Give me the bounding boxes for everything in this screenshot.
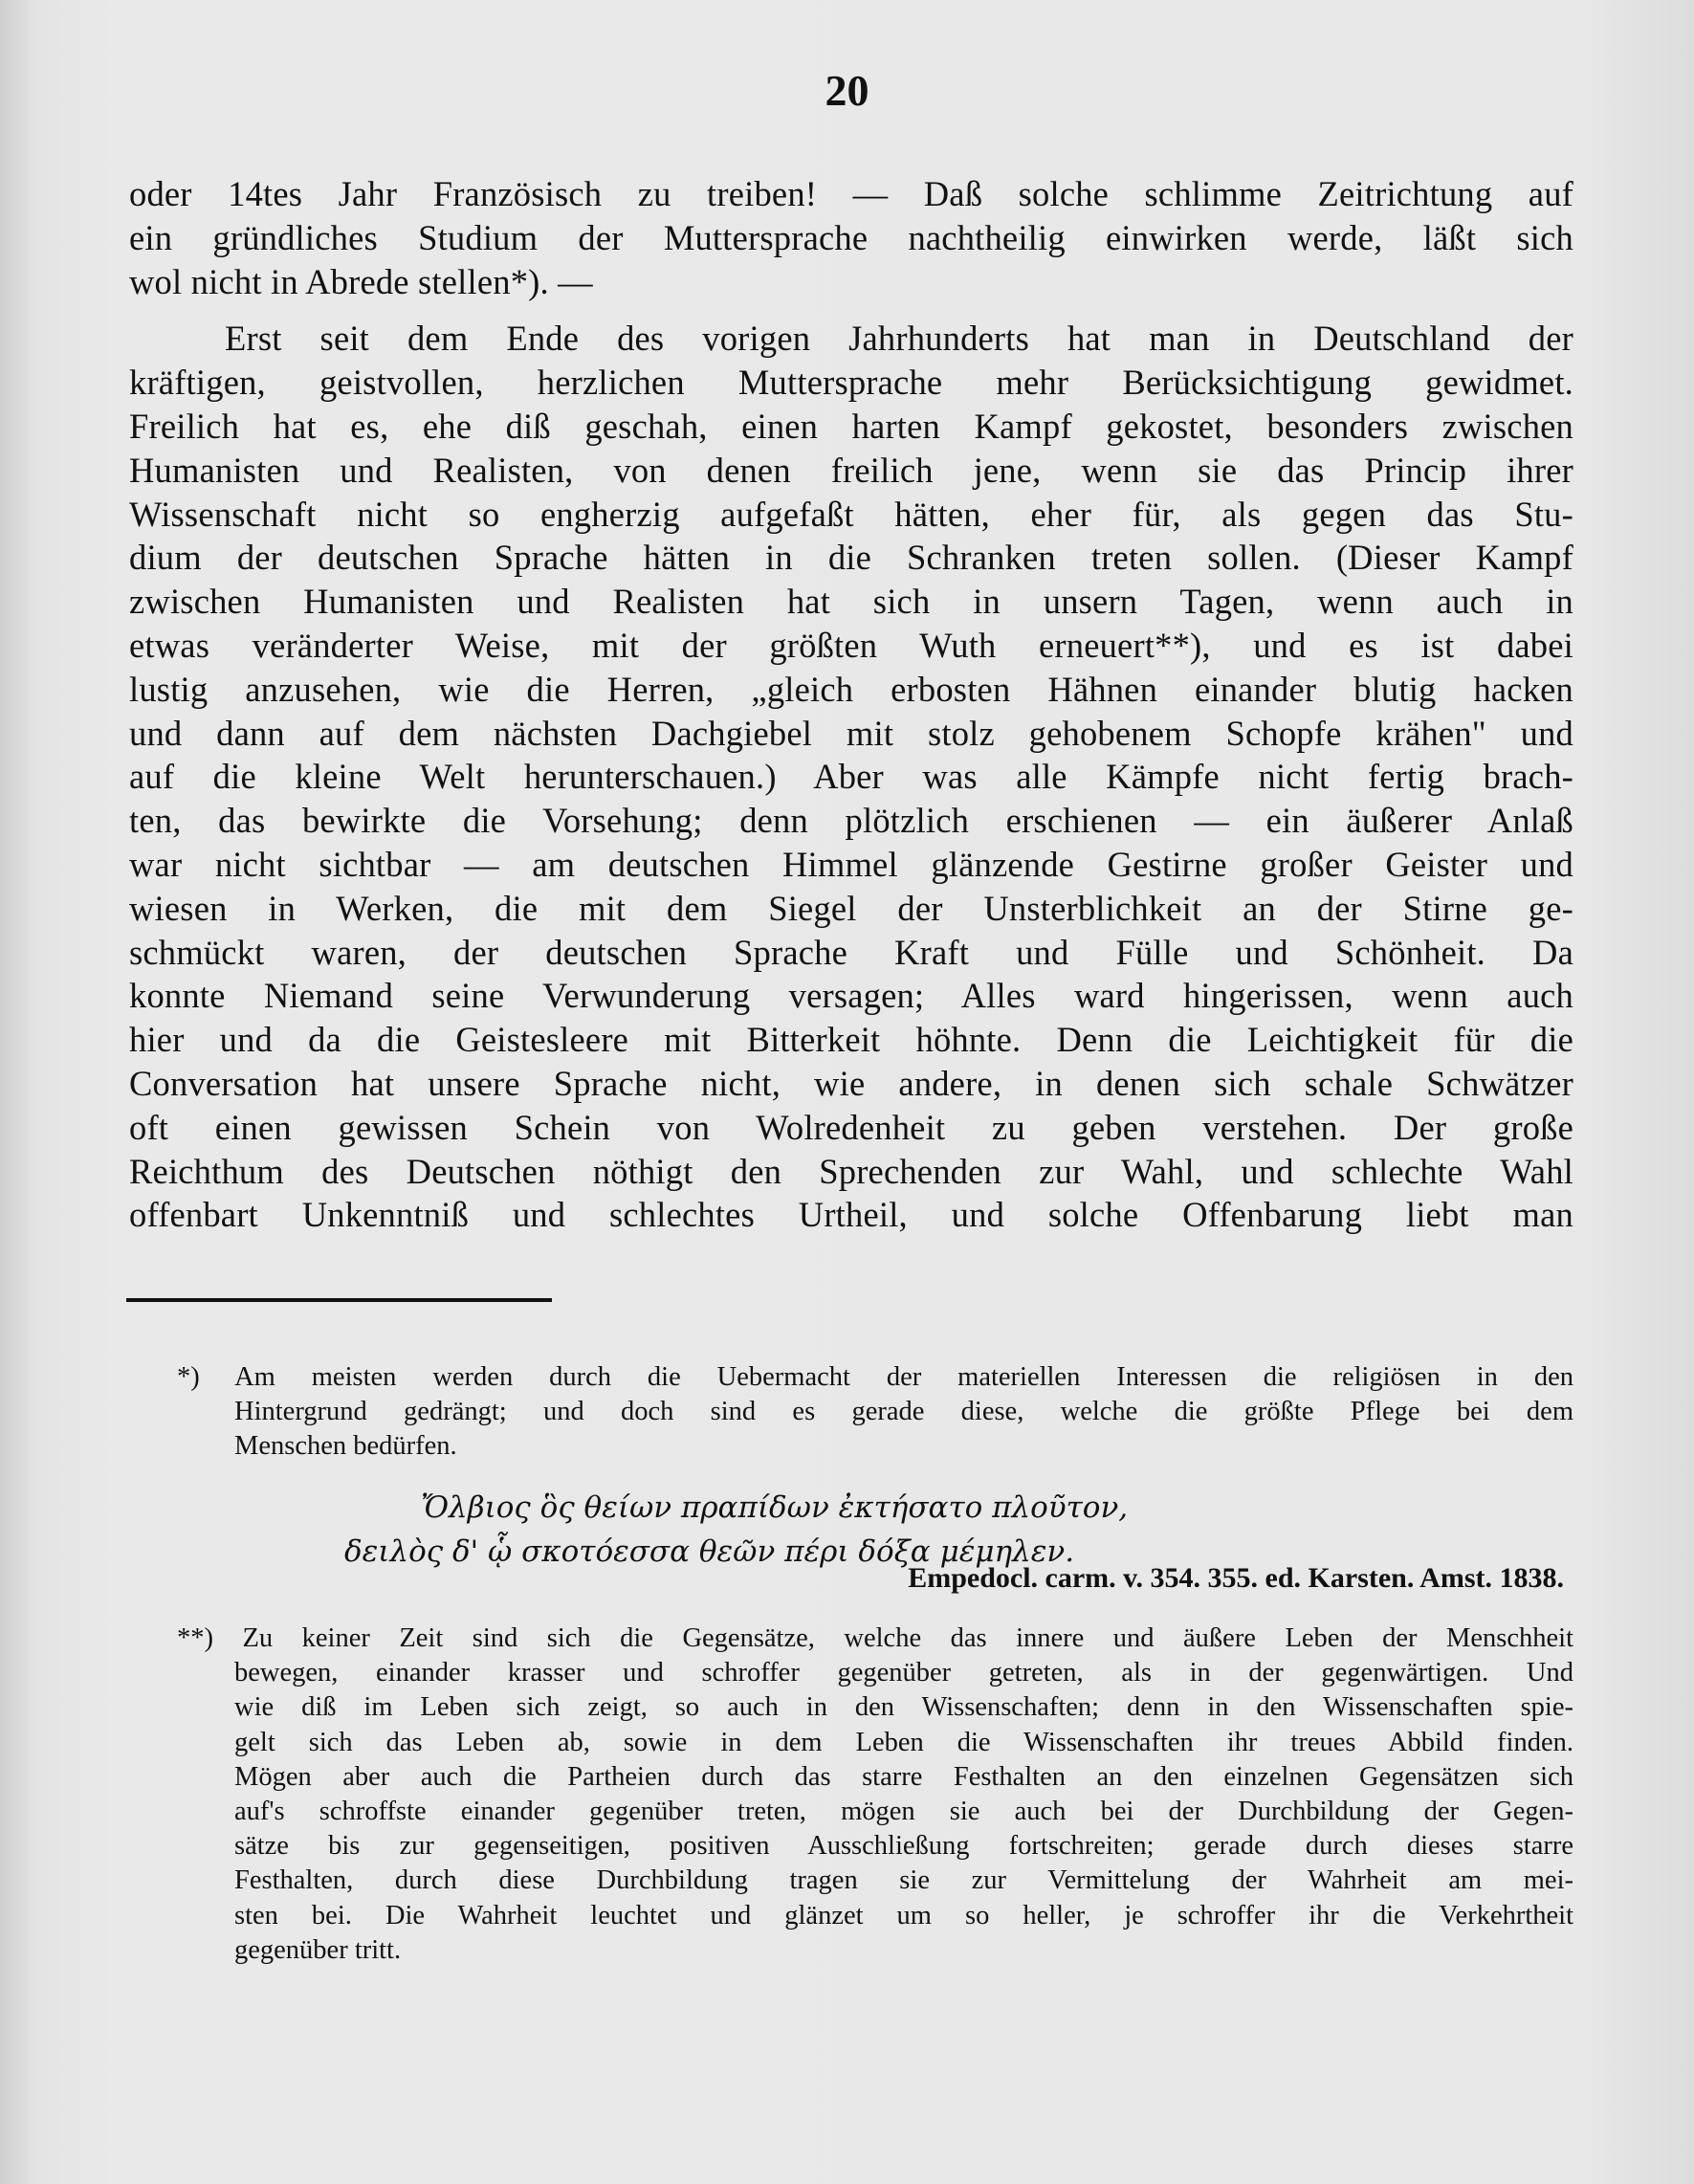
text-line: oft einen gewissen Schein von Wolredenheit zu geben verstehen. Der große — [129, 1107, 1573, 1147]
text-line: ten, das bewirkte die Vorsehung; denn plötzlich erschienen — ein äußerer Anlaß — [129, 801, 1573, 841]
text-line: Reichthum des Deutschen nöthigt den Sprechenden zur Wahl, und schlechte Wahl — [129, 1151, 1573, 1191]
text-line: kräftigen, geistvollen, herzlichen Muttersprache mehr Berücksichtigung gewidmet. — [129, 363, 1573, 403]
text-line: etwas veränderter Weise, mit der größten Wuth erneuert**), und es ist dabei — [129, 625, 1573, 665]
footnote-line: Hintergrund gedrängt; und doch sind es gerade diese, welche die größte Pflege bei dem — [234, 1397, 1573, 1427]
text-line: Freilich hat es, ehe diß geschah, einen harten Kampf gekostet, besonders zwischen — [129, 406, 1573, 446]
text-line: ein gründliches Studium der Muttersprache nachtheilig einwirken werde, läßt sich — [129, 217, 1573, 257]
text-line: und dann auf dem nächsten Dachgiebel mit stolz gehobenem Schopfe krähen" und — [129, 713, 1573, 753]
footnote-2 — [129, 1621, 1573, 1968]
footnote-1 — [129, 1360, 1573, 1465]
text-line: hier und da die Geistesleere mit Bitterkeit höhnte. Denn die Leichtigkeit für die — [129, 1020, 1573, 1060]
paragraph-2 — [129, 317, 1573, 1237]
footnote-line: sten bei. Die Wahrheit leuchtet und glänzet um so heller, je schroffer ihr die Verkehrtheit — [234, 1900, 1573, 1930]
text-line: offenbart Unkenntniß und schlechtes Urtheil, und solche Offenbarung liebt man — [129, 1195, 1573, 1235]
text-line: wol nicht in Abrede stellen*). — — [129, 261, 593, 301]
footnote-line: bewegen, einander krasser und schroffer gegenüber getreten, als in der gegenwärtigen. Und — [234, 1658, 1573, 1688]
footnote-line: wie diß im Leben sich zeigt, so auch in den Wissenschaften; denn in den Wissenschaften spie- — [234, 1692, 1573, 1723]
text-line: schmückt waren, der deutschen Sprache Kraft und Fülle und Schönheit. Da — [129, 932, 1573, 972]
text-line: war nicht sichtbar — am deutschen Himmel glänzende Gestirne großer Geister und — [129, 844, 1573, 884]
text-line: Erst seit dem Ende des vorigen Jahrhunderts hat man in Deutschland der — [225, 319, 1573, 359]
footnote-line: **) Zu keiner Zeit sind sich die Gegensätze, welche das innere und äußere Leben der Menschheit — [177, 1623, 1573, 1653]
citation: Empedocl. carm. v. 354. 355. ed. Karsten. Amst. 1838. — [908, 1562, 1564, 1594]
greek-line-2: δειλὸς δ' ᾧ σκοτόεσσα θεῶν πέρι δόξα μέμηλεν. — [344, 1534, 1075, 1569]
footnote-separator — [126, 1298, 552, 1302]
text-line: dium der deutschen Sprache hätten in die Schranken treten sollen. (Dieser Kampf — [129, 538, 1573, 578]
footnote-line: gelt sich das Leben ab, sowie in dem Leben die Wissenschaften ihr treues Abbild finden. — [234, 1727, 1573, 1757]
greek-quotation — [325, 1486, 1377, 1574]
footnote-line: Festhalten, durch diese Durchbildung tragen sie zur Vermittelung der Wahrheit am mei- — [234, 1865, 1573, 1896]
text-line: oder 14tes Jahr Französisch zu treiben! — Daß solche schlimme Zeitrichtung auf — [129, 174, 1573, 213]
footnote-line: *) Am meisten werden durch die Uebermacht der materiellen Interessen die religiösen in den — [177, 1362, 1573, 1392]
footnote-line: Mögen aber auch die Partheien durch das starre Festhalten an den einzelnen Gegensätzen sich — [234, 1761, 1573, 1792]
greek-line-1: Ὄλβιος ὃς θείων πραπίδων ἐκτήσατο πλοῦτον, — [421, 1490, 1129, 1525]
text-line: Conversation hat unsere Sprache nicht, wie andere, in denen sich schale Schwätzer — [129, 1063, 1573, 1103]
footnote-line: gegenüber tritt. — [234, 1934, 402, 1965]
footnote-line: auf's schroffste einander gegenüber treten, mögen sie auch bei der Durchbildung der Gegen- — [234, 1796, 1573, 1826]
main-text — [129, 172, 1573, 1237]
footnote-line: sätze bis zur gegenseitigen, positiven Ausschließung fortschreiten; gerade durch dieses starre — [234, 1831, 1573, 1862]
text-line: Wissenschaft nicht so engherzig aufgefaßt hätten, eher für, als gegen das Stu- — [129, 494, 1573, 534]
text-line: lustig anzusehen, wie die Herren, „gleich erbosten Hähnen einander blutig hacken — [129, 669, 1573, 709]
text-line: wiesen in Werken, die mit dem Siegel der Unsterblichkeit an der Stirne ge- — [129, 888, 1573, 928]
text-line: Humanisten und Realisten, von denen freilich jene, wenn sie das Princip ihrer — [129, 450, 1573, 490]
page-number: 20 — [825, 66, 869, 115]
footnote-line: Menschen bedürfen. — [234, 1431, 457, 1462]
text-line: zwischen Humanisten und Realisten hat sich in unsern Tagen, wenn auch in — [129, 582, 1573, 622]
paragraph-1 — [129, 172, 1573, 303]
text-line: konnte Niemand seine Verwunderung versagen; Alles ward hingerissen, wenn auch — [129, 976, 1573, 1016]
text-line: auf die kleine Welt herunterschauen.) Aber was alle Kämpfe nicht fertig brach- — [129, 757, 1573, 797]
